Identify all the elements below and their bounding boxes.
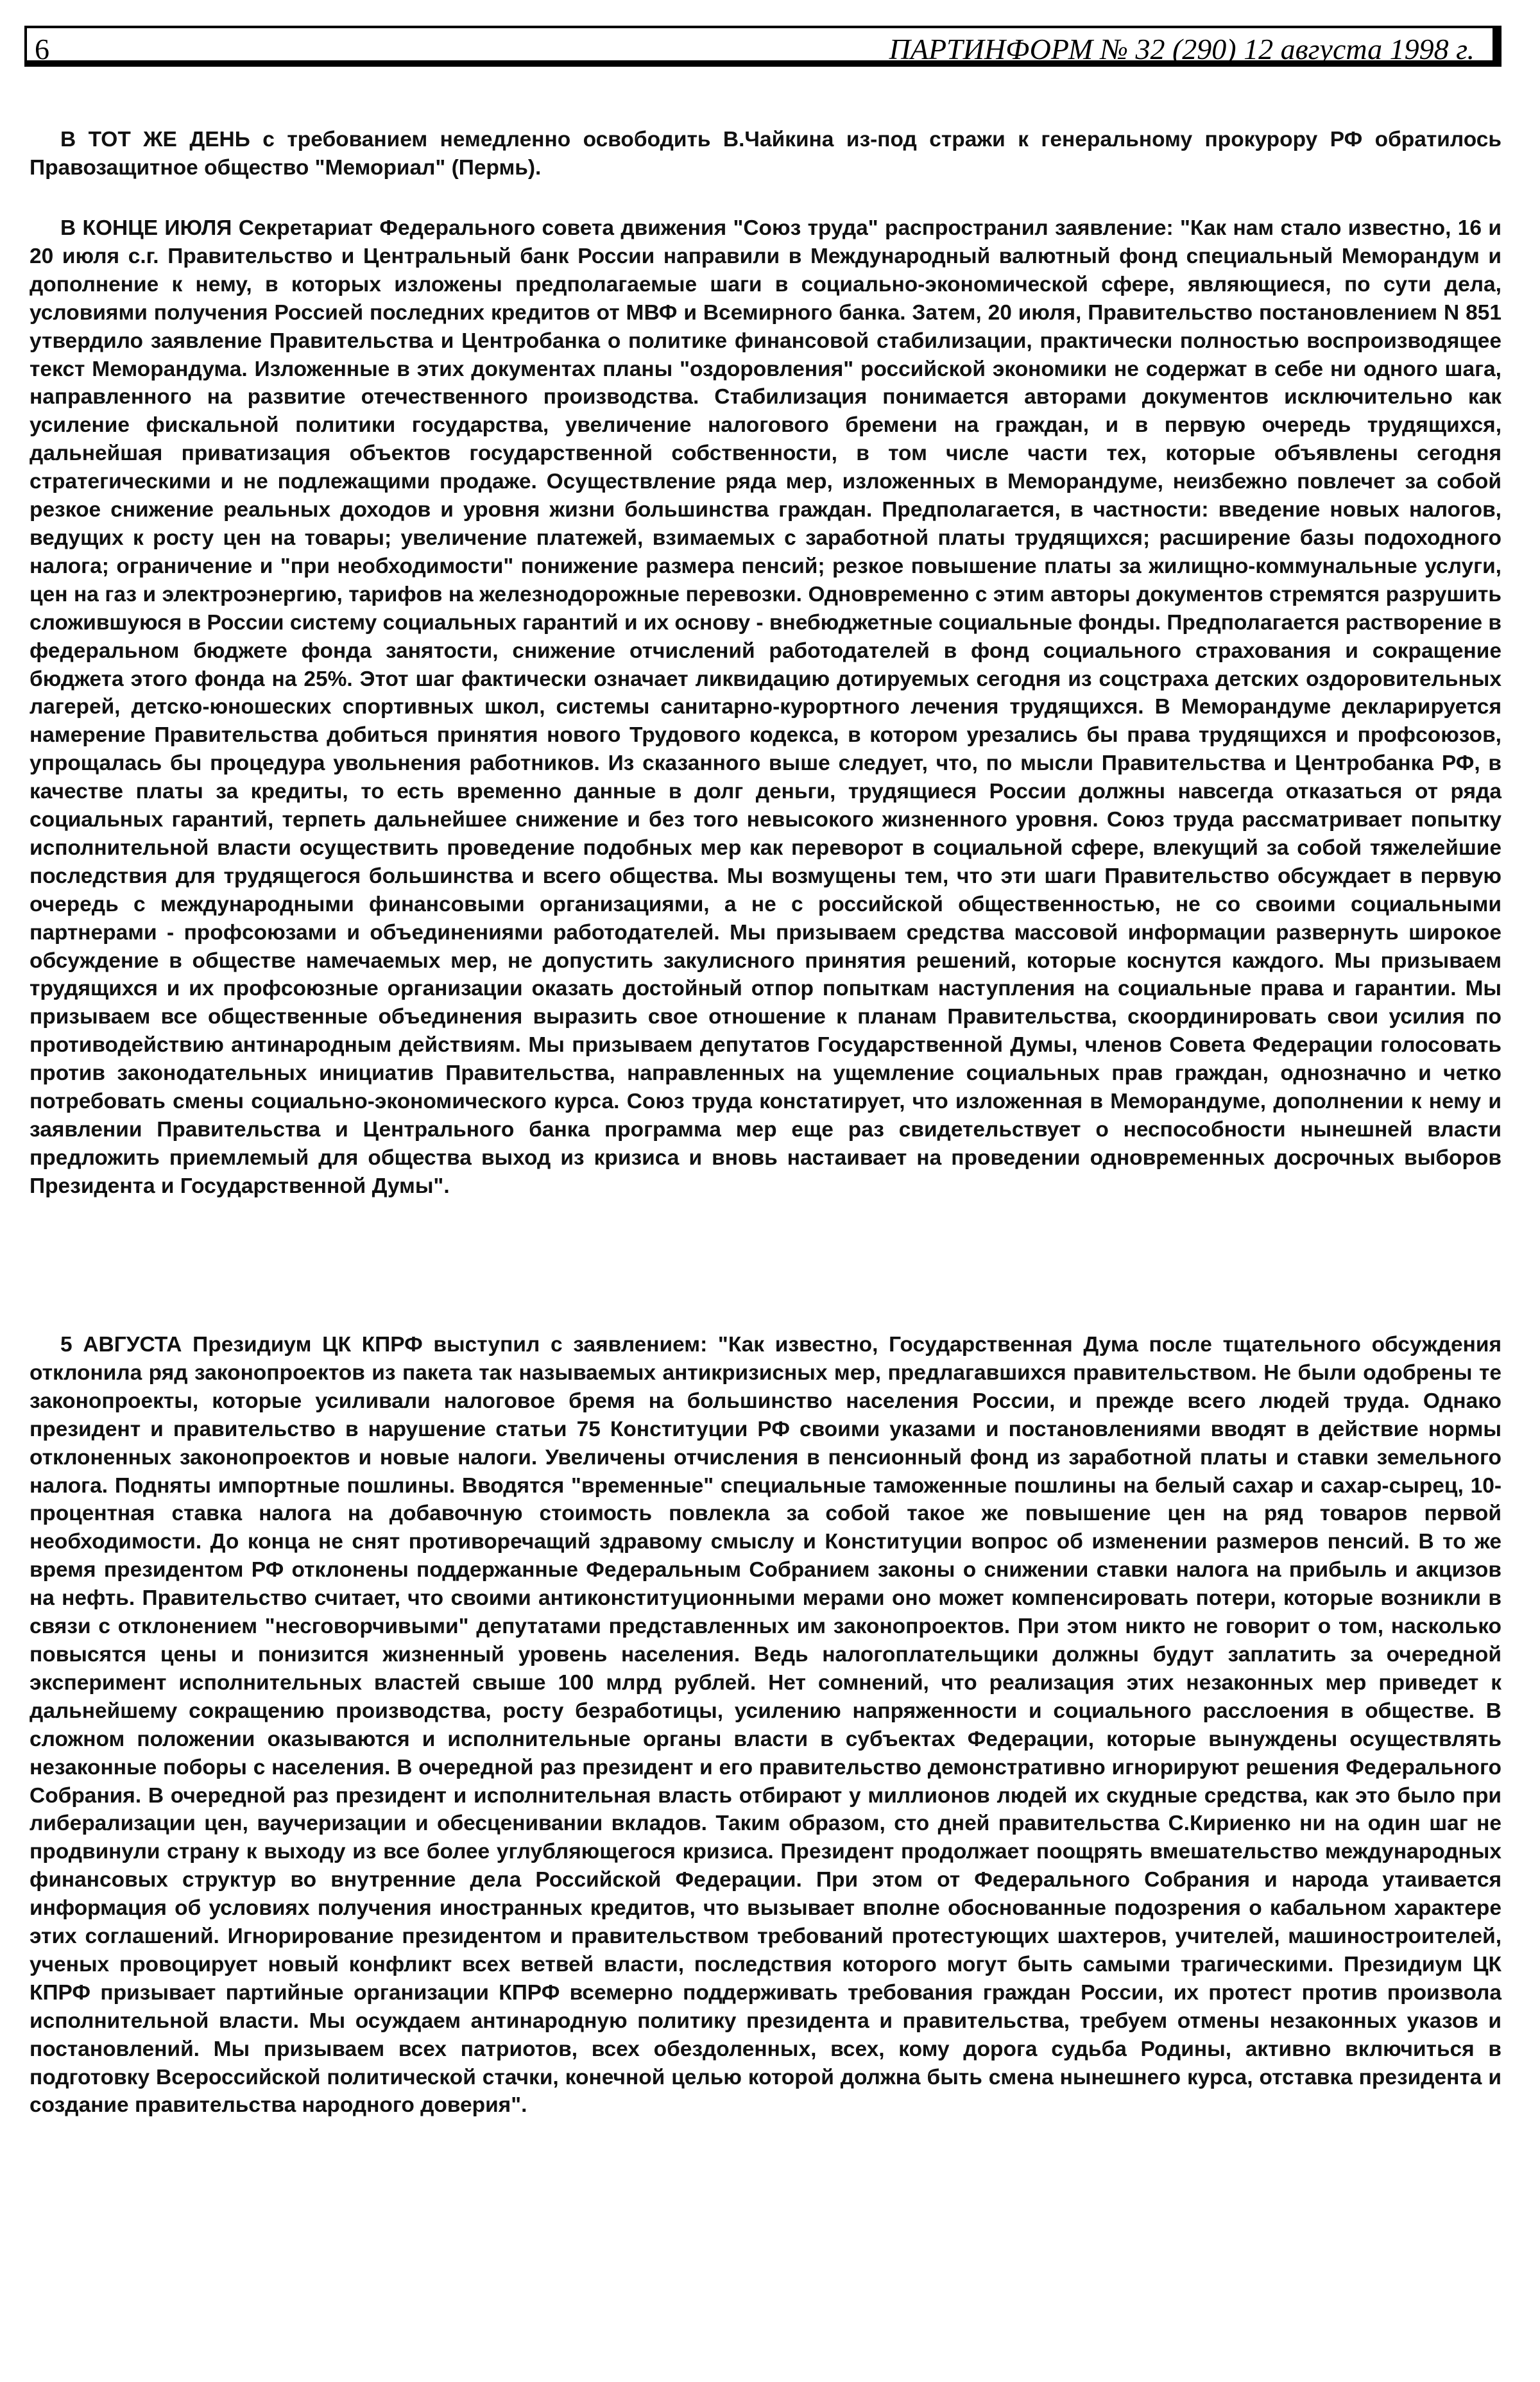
page-number: 6 (35, 33, 49, 65)
page-header (24, 26, 1502, 67)
article-text: с требованием немедленно освободить В.Чайкина из-под стражи к генеральному прокурору РФ обратилось Правозащитное общество "Мемориал" (Пермь). (30, 128, 1502, 180)
article-text: Президиум ЦК КПРФ выступил с заявлением: "Как известно, Государственная Дума после тщательного обсуждения отклонила ряд законопроектов из пакета так называемых антикризисных мер, предлагавшихся правительством. Не были одобрены те законопроекты, которые усиливали налоговое бремя на большинство населения России, и прежде всего людей труда. Однако президент и правительство в нарушение статьи 75 Конституции РФ своими указами и постановлениями вводят в действие нормы отклоненных законопроектов и новые налоги. Увеличены отчисления в пенсионный фонд из заработной платы и ставки земельного налога. Подняты импортные пошлины. Вводятся "временные" специальные таможенные пошлины на белый сахар и сахар-сырец, 10-процентная ставка налога на добавочную стоимость повлекла за собой такое же повышение цен на ряд товаров первой необходимости. До конца не снят противоречащий здравому смыслу и Конституции вопрос об изменении размеров пенсий. В то же время президентом РФ отклонены поддержанные Федеральным Собранием законы о снижении ставки налога на прибыль и акцизов на нефть. Правительство считает, что своими антиконституционными мерами оно может компенсировать потери, которые возникли в связи с отклонением "несговорчивыми" депутатами представленных им законопроектов. При этом никто не говорит о том, насколько повысятся цены и понизится жизненный уровень населения. Ведь налогоплательщики должны будут заплатить за очередной эксперимент исполнительных властей свыше 100 млрд рублей. Нет сомнений, что реализация этих незаконных мер приведет к дальнейшему сокращению производства, росту безработицы, усилению напряженности и социального расслоения в обществе. В сложном положении оказываются и исполнительные органы власти в субъектах Федерации, которые вынуждены осуществлять незаконные поборы с населения. В очередной раз президент и его правительство демонстративно игнорируют решения Федерального Собрания. В очередной раз президент и исполнительная власть отбирают у миллионов людей их скудные средства, как это было при либерализации цен, ваучеризации и обесценивании вкладов. Таким образом, сто дней правительства С.Кириенко ни на один шаг не продвинули страну к выходу из все более углубляющегося кризиса. Президент продолжает поощрять вмешательство международных финансовых структур во внутренние дела Российской Федерации. При этом от Федерального Собрания и народа утаивается информация об условиях получения иностранных кредитов, что вызывает вполне обоснованные подозрения о кабальном характере этих соглашений. Игнорирование президентом и правительством требований протестующих шахтеров, учителей, машиностроителей, ученых провоцирует новый конфликт всех ветвей власти, последствия которого могут быть самыми трагическими. Президиум ЦК КПРФ призывает партийные организации КПРФ всемерно поддерживать требования граждан России, их протест против произвола исполнительной власти. Мы осуждаем антинародную политику президента и правительства, требуем отмены незаконных указов и постановлений. Мы призываем всех патриотов, всех обездоленных, всех, кому дорога судьба Родины, активно включиться в подготовку Всероссийской политической стачки, конечной целью которой должна быть смена нынешнего курса, отставка президента и создание правительства народного доверия". (30, 1333, 1502, 2118)
article-lead: 5 АВГУСТА (60, 1333, 182, 1357)
article-paragraph (30, 1331, 1502, 2120)
article-paragraph (30, 126, 1502, 182)
article-paragraph (30, 214, 1502, 1201)
article-text: Секретариат Федерального совета движения "Союз труда" распространил заявление: "Как нам стало известно, 16 и 20 июля с.г. Правительство и Центральный банк России направили в Международный валютный фонд специальный Меморандум и дополнение к нему, в которых изложены предполагаемые шаги в социально-экономической сфере, являющиеся, по сути дела, условиями получения Россией последних кредитов от МВФ и Всемирного банка. Затем, 20 июля, Правительство постановлением N 851 утвердило заявление Правительства и Центробанка о политике финансовой стабилизации, практически полностью воспроизводящее текст Меморандума. Изложенные в этих документах планы "оздоровления" российской экономики не содержат в себе ни одного шага, направленного на развитие отечественного производства. Стабилизация понимается авторами документов исключительно как усиление фискальной политики государства, увеличение налогового бремени на граждан, и в первую очередь трудящихся, дальнейшая приватизация объектов государственной собственности, в том числе части тех, которые объявлены сегодня стратегическими и не подлежащими продаже. Осуществление ряда мер, изложенных в Меморандуме, неизбежно повлечет за собой резкое снижение реальных доходов и уровня жизни большинства граждан. Предполагается, в частности: введение новых налогов, ведущих к росту цен на товары; увеличение платежей, взимаемых с заработной платы трудящихся; расширение базы подоходного налога; ограничение и "при необходимости" понижение размера пенсий; резкое повышение платы за жилищно-коммунальные услуги, цен на газ и электроэнергию, тарифов на железнодорожные перевозки. Одновременно с этим авторы документов стремятся разрушить сложившуюся в России систему социальных гарантий и их основу - внебюджетные социальные фонды. Предполагается растворение в федеральном бюджете фонда занятости, снижение отчислений работодателей в фонд социального страхования и сокращение бюджета этого фонда на 25%. Этот шаг фактически означает ликвидацию дотируемых сегодня из соцстраха детских оздоровительных лагерей, детско-юношеских спортивных школ, системы санитарно-курортного лечения трудящихся. В Меморандуме декларируется намерение Правительства добиться принятия нового Трудового кодекса, в котором урезались бы права трудящихся и профсоюзов, упрощалась бы процедура увольнения работников. Из сказанного выше следует, что, по мысли Правительства и Центробанка РФ, в качестве платы за кредиты, то есть временно данные в долг деньги, трудящиеся России должны навсегда отказаться от ряда социальных гарантий, терпеть дальнейшее снижение и без того невысокого жизненного уровня. Союз труда рассматривает попытку исполнительной власти осуществить проведение подобных мер как переворот в социальной сфере, влекущий за собой тяжелейшие последствия для трудящегося большинства и всего общества. Мы возмущены тем, что эти шаги Правительство обсуждает в первую очередь с международными финансовыми организациями, а не с российской общественностью, не со своими социальными партнерами - профсоюзами и объединениями работодателей. Мы призываем средства массовой информации развернуть широкое обсуждение в обществе намечаемых мер, не допустить закулисного принятия решений, которые коснутся каждого. Мы призываем трудящихся и их профсоюзные организации оказать достойный отпор попыткам наступления на социальные права и гарантии. Мы призываем все общественные объединения выразить свое отношение к планам Правительства, скоординировать свои усилия по противодействию антинародным действиям. Мы призываем депутатов Государственной Думы, членов Совета Федерации голосовать против законодательных инициатив Правительства, направленных на ущемление социальных прав граждан, однозначно и четко потребовать смены социально-экономического курса. Союз труда констатирует, что изложенная в Меморандуме, дополнении к нему и заявлении Правительства и Центрального банка программа мер еще раз свидетельствует о неспособности нынешней власти предложить приемлемый для общества выход из кризиса и вновь настаивает на проведении одновременных досрочных выборов Президента и Государственной Думы". (30, 216, 1502, 1198)
issue-title: ПАРТИНФОРМ № 32 (290) 12 августа 1998 г. (889, 33, 1475, 65)
article-lead: В КОНЦЕ ИЮЛЯ (60, 216, 232, 240)
article-lead: В ТОТ ЖЕ ДЕНЬ (60, 128, 250, 151)
